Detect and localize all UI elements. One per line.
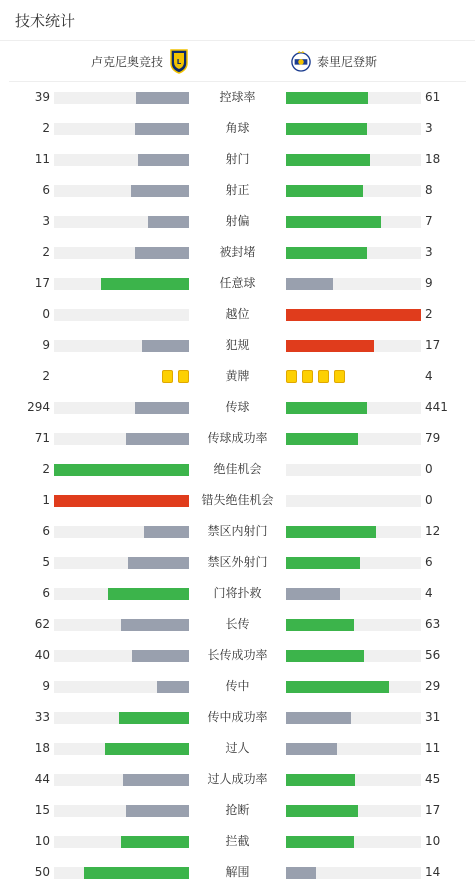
home-bar-fill xyxy=(131,185,189,197)
home-team[interactable] xyxy=(91,41,189,81)
away-bar-fill xyxy=(286,588,340,600)
stat-row xyxy=(0,671,475,702)
stat-row xyxy=(0,578,475,609)
stat-label: 禁区外射门 xyxy=(207,555,268,569)
away-bar-fill xyxy=(286,216,381,228)
home-bar-track xyxy=(54,774,189,786)
stat-row xyxy=(0,423,475,454)
home-value: 9 xyxy=(42,338,50,352)
home-value: 2 xyxy=(42,245,50,259)
home-bar-track xyxy=(54,495,189,507)
home-value: 9 xyxy=(42,679,50,693)
home-value: 294 xyxy=(27,400,50,414)
stat-row xyxy=(0,640,475,671)
stat-row xyxy=(0,175,475,206)
home-value: 2 xyxy=(42,121,50,135)
away-bar-fill xyxy=(286,526,376,538)
away-value: 18 xyxy=(425,152,441,166)
stat-label: 越位 xyxy=(225,307,250,321)
stat-label: 射正 xyxy=(225,183,250,197)
stat-row xyxy=(0,454,475,485)
stat-row xyxy=(0,609,475,640)
away-bar-track xyxy=(286,774,421,786)
away-value: 0 xyxy=(425,493,433,507)
away-bar-track xyxy=(286,464,421,476)
home-bar-fill xyxy=(142,340,189,352)
stat-row xyxy=(0,237,475,268)
away-bar-fill xyxy=(286,805,358,817)
stat-row xyxy=(0,392,475,423)
section-header xyxy=(0,0,475,41)
yellow-card-icon xyxy=(302,370,313,383)
away-bar-track xyxy=(286,216,421,228)
home-bar-track xyxy=(54,216,189,228)
home-value: 18 xyxy=(34,741,50,755)
away-bar-track xyxy=(286,867,421,879)
stat-label: 传中成功率 xyxy=(207,710,268,724)
home-bar-track xyxy=(54,650,189,662)
stat-label: 过人成功率 xyxy=(207,772,268,786)
home-value: 50 xyxy=(34,865,50,879)
home-bar-track xyxy=(54,464,189,476)
away-bar-track xyxy=(286,588,421,600)
home-yellow-cards xyxy=(162,370,189,383)
stat-label: 传球 xyxy=(225,400,250,414)
home-value: 6 xyxy=(42,183,50,197)
home-bar-track xyxy=(54,836,189,848)
away-bar-fill xyxy=(286,557,360,569)
away-bar-fill xyxy=(286,340,374,352)
home-bar-track xyxy=(54,247,189,259)
away-bar-track xyxy=(286,123,421,135)
home-bar-track xyxy=(54,743,189,755)
away-team-crest-icon xyxy=(291,48,311,74)
away-bar-track xyxy=(286,619,421,631)
away-bar-fill xyxy=(286,278,333,290)
away-value: 441 xyxy=(425,400,448,414)
home-value: 71 xyxy=(34,431,50,445)
home-value: 15 xyxy=(34,803,50,817)
home-team-name: 卢克尼奥竞技 xyxy=(90,54,163,69)
away-bar-fill xyxy=(286,154,370,166)
home-bar-track xyxy=(54,681,189,693)
away-bar-fill xyxy=(286,402,367,414)
home-bar-track xyxy=(54,154,189,166)
stat-label: 射门 xyxy=(225,152,250,166)
stats-list xyxy=(0,82,475,888)
away-value: 11 xyxy=(425,741,441,755)
home-value: 40 xyxy=(34,648,50,662)
away-bar-track xyxy=(286,743,421,755)
stat-row xyxy=(0,795,475,826)
stat-label: 错失绝佳机会 xyxy=(201,493,274,507)
home-value: 44 xyxy=(34,772,50,786)
away-bar-fill xyxy=(286,836,354,848)
away-bar-track xyxy=(286,92,421,104)
away-value: 12 xyxy=(425,524,441,538)
home-bar-fill xyxy=(144,526,189,538)
away-bar-fill xyxy=(286,867,316,879)
away-bar-fill xyxy=(286,309,421,321)
away-bar-fill xyxy=(286,743,337,755)
stat-label: 被封堵 xyxy=(219,245,256,259)
stat-label: 黄牌 xyxy=(225,369,250,383)
home-bar-track xyxy=(54,588,189,600)
yellow-card-icon xyxy=(334,370,345,383)
away-bar-track xyxy=(286,681,421,693)
stat-label: 过人 xyxy=(225,741,250,755)
away-value: 2 xyxy=(425,307,433,321)
home-bar-fill xyxy=(128,557,189,569)
away-bar-fill xyxy=(286,123,367,135)
away-bar-track xyxy=(286,805,421,817)
stat-row xyxy=(0,857,475,888)
away-value: 29 xyxy=(425,679,441,693)
section-title: 技术统计 xyxy=(15,11,76,30)
home-value: 33 xyxy=(34,710,50,724)
home-value: 2 xyxy=(42,462,50,476)
away-value: 56 xyxy=(425,648,441,662)
away-bar-track xyxy=(286,712,421,724)
away-bar-track xyxy=(286,526,421,538)
away-value: 45 xyxy=(425,772,441,786)
home-bar-fill xyxy=(135,247,189,259)
stat-label: 长传成功率 xyxy=(207,648,268,662)
away-bar-fill xyxy=(286,247,367,259)
yellow-card-icon xyxy=(178,370,189,383)
stat-row xyxy=(0,733,475,764)
home-team-crest-icon xyxy=(169,48,189,74)
home-bar-fill xyxy=(126,805,189,817)
home-value: 11 xyxy=(34,152,50,166)
home-value: 3 xyxy=(42,214,50,228)
home-bar-track xyxy=(54,557,189,569)
away-value: 31 xyxy=(425,710,441,724)
svg-text:L: L xyxy=(176,58,182,66)
home-bar-fill xyxy=(105,743,189,755)
home-bar-fill xyxy=(84,867,189,879)
stat-label: 长传 xyxy=(225,617,250,631)
home-value: 17 xyxy=(34,276,50,290)
stat-label: 犯规 xyxy=(225,338,250,352)
away-value: 7 xyxy=(425,214,433,228)
away-value: 3 xyxy=(425,121,433,135)
away-bar-fill xyxy=(286,712,351,724)
away-value: 17 xyxy=(425,803,441,817)
home-bar-track xyxy=(54,340,189,352)
home-bar-track xyxy=(54,402,189,414)
stat-label: 解围 xyxy=(225,865,250,879)
away-bar-track xyxy=(286,402,421,414)
stat-row xyxy=(0,299,475,330)
home-bar-track xyxy=(54,619,189,631)
stat-row xyxy=(0,547,475,578)
teams-row xyxy=(9,41,466,82)
away-value: 14 xyxy=(425,865,441,879)
away-bar-track xyxy=(286,650,421,662)
away-value: 6 xyxy=(425,555,433,569)
home-bar-fill xyxy=(135,123,189,135)
home-bar-fill xyxy=(136,92,189,104)
home-bar-track xyxy=(54,712,189,724)
away-bar-track xyxy=(286,836,421,848)
home-bar-fill xyxy=(108,588,189,600)
away-bar-track xyxy=(286,247,421,259)
home-bar-fill xyxy=(138,154,189,166)
home-bar-fill xyxy=(126,433,189,445)
away-value: 4 xyxy=(425,586,433,600)
home-bar-fill xyxy=(157,681,189,693)
away-value: 4 xyxy=(425,369,433,383)
stat-label: 任意球 xyxy=(219,276,256,290)
away-value: 8 xyxy=(425,183,433,197)
home-bar-fill xyxy=(135,402,189,414)
away-bar-track xyxy=(286,557,421,569)
stat-row xyxy=(0,82,475,113)
away-value: 61 xyxy=(425,90,441,104)
away-bar-track xyxy=(286,340,421,352)
away-bar-fill xyxy=(286,433,358,445)
away-bar-track xyxy=(286,495,421,507)
away-bar-fill xyxy=(286,619,354,631)
stat-row xyxy=(0,268,475,299)
away-bar-fill xyxy=(286,774,355,786)
stat-row xyxy=(0,144,475,175)
stat-label: 门将扑救 xyxy=(213,586,262,600)
away-bar-fill xyxy=(286,650,364,662)
home-value: 2 xyxy=(42,369,50,383)
away-value: 9 xyxy=(425,276,433,290)
away-value: 17 xyxy=(425,338,441,352)
away-bar-track xyxy=(286,185,421,197)
stat-row xyxy=(0,361,475,392)
away-bar-track xyxy=(286,433,421,445)
away-value: 63 xyxy=(425,617,441,631)
stat-row xyxy=(0,113,475,144)
home-value: 0 xyxy=(42,307,50,321)
away-bar-fill xyxy=(286,681,389,693)
home-bar-fill xyxy=(121,619,189,631)
home-bar-fill xyxy=(54,464,189,476)
home-bar-track xyxy=(54,185,189,197)
home-bar-track xyxy=(54,805,189,817)
stat-label: 射偏 xyxy=(225,214,250,228)
home-bar-track xyxy=(54,92,189,104)
away-bar-fill xyxy=(286,92,368,104)
home-bar-track xyxy=(54,433,189,445)
yellow-card-icon xyxy=(162,370,173,383)
home-bar-track xyxy=(54,526,189,538)
stat-label: 角球 xyxy=(225,121,250,135)
stat-row xyxy=(0,485,475,516)
away-bar-fill xyxy=(286,185,363,197)
home-value: 10 xyxy=(34,834,50,848)
away-bar-track xyxy=(286,309,421,321)
away-team[interactable] xyxy=(291,41,377,81)
home-bar-fill xyxy=(132,650,189,662)
stat-label: 禁区内射门 xyxy=(207,524,268,538)
away-bar-track xyxy=(286,278,421,290)
stat-label: 抢断 xyxy=(225,803,250,817)
stat-row xyxy=(0,702,475,733)
home-bar-track xyxy=(54,123,189,135)
stat-label: 拦截 xyxy=(225,834,250,848)
yellow-card-icon xyxy=(286,370,297,383)
stat-row xyxy=(0,826,475,857)
stat-label: 绝佳机会 xyxy=(213,462,262,476)
home-bar-fill xyxy=(121,836,189,848)
stat-label: 传中 xyxy=(225,679,250,693)
away-value: 79 xyxy=(425,431,441,445)
home-value: 6 xyxy=(42,586,50,600)
stat-label: 传球成功率 xyxy=(207,431,268,445)
home-value: 62 xyxy=(34,617,50,631)
home-value: 5 xyxy=(42,555,50,569)
away-value: 10 xyxy=(425,834,441,848)
stat-row xyxy=(0,206,475,237)
home-bar-fill xyxy=(101,278,189,290)
away-value: 3 xyxy=(425,245,433,259)
home-bar-track xyxy=(54,867,189,879)
home-bar-fill xyxy=(123,774,189,786)
stat-row xyxy=(0,516,475,547)
home-bar-track xyxy=(54,309,189,321)
home-bar-fill xyxy=(148,216,189,228)
home-value: 1 xyxy=(42,493,50,507)
away-yellow-cards xyxy=(286,370,345,383)
home-bar-fill xyxy=(54,495,189,507)
away-bar-track xyxy=(286,154,421,166)
away-team-name: 泰里尼登斯 xyxy=(317,54,378,69)
home-bar-fill xyxy=(119,712,189,724)
stat-row xyxy=(0,764,475,795)
yellow-card-icon xyxy=(318,370,329,383)
stat-row xyxy=(0,330,475,361)
home-value: 6 xyxy=(42,524,50,538)
away-value: 0 xyxy=(425,462,433,476)
stat-label: 控球率 xyxy=(219,90,256,104)
home-bar-track xyxy=(54,278,189,290)
home-value: 39 xyxy=(34,90,50,104)
